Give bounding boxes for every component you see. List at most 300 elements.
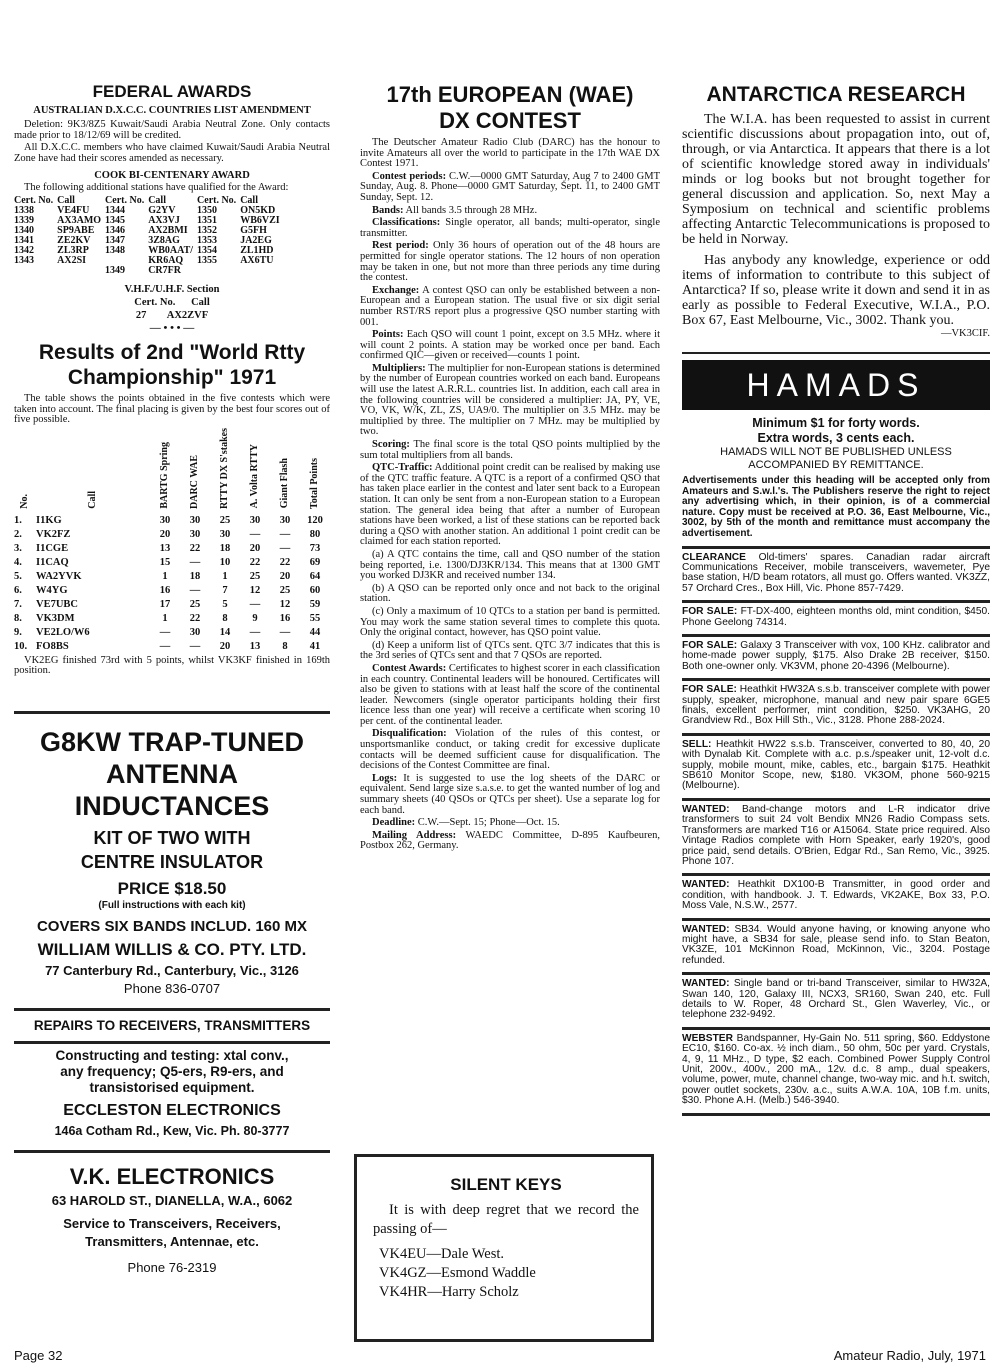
rtty-cell: 44 [309, 627, 321, 639]
g8kw-instructions: (Full instructions with each kit) [98, 899, 246, 911]
hamad-entry [682, 975, 990, 1030]
table-row [14, 266, 284, 276]
wae-paragraph [360, 172, 660, 204]
table-row [14, 542, 330, 556]
wae-paragraph [360, 607, 660, 639]
hamad-heading: CLEARANCE [682, 551, 746, 563]
wae-paragraph-text: WAEDC Committee, D-895 Kaufbeuren, Postbox 262, Germany. [360, 829, 661, 852]
wae-paragraph-heading: Contest periods: [372, 170, 447, 182]
wae-paragraph-text: C.W.—0000 GMT Saturday, Aug 7 to 2400 GMT Sunday, Aug. 8. Phone—0000 GMT Saturday, Sept. 11, to 2400 GMT Sunday, Sept. 12. [360, 170, 660, 203]
rtty-cell: 25 [189, 599, 201, 611]
rtty-cell: WA2YVK [36, 571, 82, 583]
middle-column [360, 78, 661, 1300]
rtty-cell: 41 [309, 641, 321, 653]
rtty-cell: 4. [14, 557, 22, 569]
rtty-cell: — [279, 627, 291, 639]
wae-paragraph [360, 641, 660, 662]
rtty-cell: 8 [282, 641, 288, 653]
wae-paragraph [360, 664, 660, 728]
rtty-header-cell [240, 428, 270, 514]
eccleston-advert [14, 1017, 330, 1140]
rtty-cell: 3. [14, 543, 22, 555]
vk-address: 63 HAROLD ST., DIANELLA, W.A., 6062 [51, 1192, 293, 1208]
cert-header-cell: Call [240, 194, 258, 206]
rtty-note: VK2EG finished 73rd with 5 points, whilst VK3KF finished in 169th position. [14, 654, 330, 677]
wae-paragraph-heading: Points: [372, 329, 404, 341]
rtty-cell: 13 [159, 543, 171, 555]
wae-paragraph-heading: Rest period: [372, 240, 429, 252]
wae-paragraph [360, 206, 660, 217]
hamad-text: FT-DX-400, eighteen months old, mint condition, $450. Phone Geelong 74314. [682, 606, 990, 628]
cert-cell [197, 266, 240, 276]
cert-cell [57, 266, 105, 276]
cert-cell: 1353 [197, 234, 218, 246]
wae-paragraph [360, 330, 660, 362]
hamads-banner [682, 360, 990, 410]
g8kw-price: PRICE $18.50 [117, 878, 227, 898]
rtty-cell: I1CAQ [36, 557, 69, 569]
cert-cell: 1339 [14, 214, 34, 226]
rtty-cell: 30 [249, 515, 261, 527]
g8kw-insulator: CENTRE INSULATOR [80, 851, 264, 872]
cert-cell: 1340 [14, 224, 34, 236]
cert-cell: G2YV [148, 204, 176, 216]
antarctica-signature: —VK3CIF. [940, 328, 990, 339]
hamads-banner-text: HAMADS [746, 366, 926, 403]
eccleston-name: ECCLESTON ELECTRONICS [63, 1101, 281, 1119]
wae-paragraph-text: The Deutscher Amateur Radio Club (DARC) has the honour to invite Amateurs all over the world to participate in the 17th WAE DX Contest 1971. [360, 137, 660, 170]
hamads-list [682, 549, 990, 1116]
hamad-heading: WANTED: [682, 923, 730, 935]
rtty-results-table [14, 428, 330, 654]
rtty-cell: I1KG [36, 515, 62, 527]
eccleston-heading: REPAIRS TO RECEIVERS, TRANSMITTERS [33, 1017, 311, 1033]
cert-header-cell: Cert. No. [197, 194, 237, 206]
cert-header-cell: Cert. No. [105, 194, 145, 206]
rtty-cell: 20 [159, 529, 171, 541]
g8kw-kit: KIT OF TWO WITH [93, 827, 251, 848]
rtty-cell: 8. [14, 613, 22, 625]
rtty-cell: 10 [219, 557, 231, 569]
wae-paragraph-text: The multiplier for non-European stations is determined by the number of European countries worked on each band. Europeans will use the latest A.R.R.L. countries list. In addition, each call area in the following countries will be considered a multiplier: JA, PY, VE, VO, VK, W/K, ZL, ZS, UA9/0. The multiplier on 3.5 MHz. may be multiplied by three. The multiplier on 7 MHz. may be multiplied by two. [360, 362, 660, 438]
g8kw-address: 77 Canterbury Rd., Canterbury, Vic., 3126 [45, 962, 299, 978]
rtty-cell: 64 [309, 571, 321, 583]
rtty-cell: 30 [189, 627, 201, 639]
magazine-issue: Amateur Radio, July, 1971 [833, 1348, 986, 1363]
rtty-header-label: RTTY DX S'stakes [219, 427, 230, 509]
hamad-text: Heathkit DX100-B Transmitter, in good order and condition, with handbook. J. T. Edwards, VK2AKE, Box 33, P.O. Moss Vale, N.S.W., 2577. [682, 879, 990, 912]
wae-paragraph-heading: Classifications: [372, 217, 441, 229]
cert-cell: ZL1HD [240, 244, 274, 256]
rtty-cell: 30 [189, 515, 201, 527]
rtty-cell: — [279, 543, 291, 555]
rtty-cell: 1 [222, 571, 228, 583]
divider [14, 711, 330, 714]
cert-cell: KR6AQ [148, 254, 184, 266]
vk-service-1: Service to Transceivers, Receivers, [63, 1215, 281, 1231]
wae-paragraph [360, 729, 660, 771]
rtty-cell: 18 [189, 571, 201, 583]
wae-paragraph-text: All bands 3.5 through 28 MHz. [403, 204, 538, 216]
wae-paragraph-heading: Multipliers: [372, 362, 426, 374]
wae-paragraph-text: Additional point credit can be realised by making use of the QTC traffic feature. A QTC is a report of a confirmed QSO that has taken place earlier in the contest and later sent back to a European station. It can only be sent from a non-European station to a European station. The general idea being that after a number of European stations have been worked, a list of these stations can be reported back during a QSO with another station. An additional 1 point credit can be claimed for each station reported. [360, 462, 660, 548]
rtty-cell: VK2FZ [36, 529, 71, 541]
wae-paragraph-heading: Mailing Address: [372, 829, 457, 841]
wae-paragraph [360, 831, 660, 852]
rtty-cell: — [189, 585, 201, 597]
rtty-header-cell [210, 428, 240, 514]
wae-paragraph [360, 584, 660, 605]
rtty-header-cell [300, 428, 330, 514]
hamad-text: Heathkit HW22 s.s.b. Transceiver, converted to 80, 40, 20 with Dynalab Kit. Complete with a.c. p.s./speaker unit, 12-volt d.c. supply, mobile mount, mike, cables, etc., bargain $175. Heathkit SB610 Monitor Scope, new, $180. VK3OM, phone 560-9215 (Melbourne). [682, 738, 990, 792]
hamads-extra: Extra words, 3 cents each. [757, 431, 915, 445]
vhf-header: Cert. No. Call [134, 296, 210, 308]
eccleston-line-3: transistorised equipment. [89, 1079, 255, 1095]
wae-paragraph-text: Single operator, all bands; multi-operator, single transmitter. [360, 217, 660, 239]
silent-keys-list [373, 1245, 639, 1302]
cert-cell: 1338 [14, 204, 34, 216]
cert-cell: 3Z8AG [148, 234, 180, 246]
vk-name: V.K. ELECTRONICS [69, 1163, 275, 1189]
rtty-cell: 22 [189, 613, 201, 625]
cert-cell: 1343 [14, 254, 34, 266]
g8kw-subheading: ANTENNA INDUCTANCES [74, 758, 270, 821]
cert-cell: AX2BMI [148, 224, 188, 236]
cert-cell: 1352 [197, 224, 218, 236]
silent-keys-box [354, 1154, 654, 1342]
rtty-cell: 16 [279, 613, 291, 625]
hamad-text: Old-timers' spares. Canadian radar aircraft Communications Receiver, mobile transceivers, wavemeter, Pye base station, H/D beam rotators, all must go. Offers wanted. VK3ZZ, 57 Orchard Cres., Box Hill, Vic. Phone 857-7429. [682, 551, 990, 594]
cert-cell: 1348 [105, 244, 126, 256]
wae-paragraph-heading: QTC-Traffic: [372, 462, 433, 474]
hamad-entry [682, 1030, 990, 1116]
rtty-cell: 6. [14, 585, 22, 597]
hamad-text: Band-change motors and L-R indicator drive transformers to suit 24 volt Bendix MN26 Radio Compass sets. Transformers are marked T16 or A15064. State price required. Also Vintage Radios complete with Horn Speaker, early 1920's, good price paid, send details. O'Brien, Edgar Rd., San Remo, Vic., 3925. Phone 107. [682, 803, 990, 867]
cert-cell: AX3VJ [148, 214, 180, 226]
table-row [14, 556, 330, 570]
wae-paragraph [360, 218, 660, 239]
wae-paragraph-text: A contest QSO can only be established between a non-European and a European station. The usual five or six digit serial number RST/RS report plus a progressive QSO number starting with 001. [360, 284, 660, 328]
eccleston-line-1: Constructing and testing: xtal conv., [55, 1047, 289, 1063]
rtty-cell: 12 [249, 585, 261, 597]
hamad-entry [682, 637, 990, 681]
silent-key-entry: VK4GZ—Esmond Waddle [379, 1265, 536, 1281]
vk-phone: Phone 76-2319 [127, 1259, 217, 1275]
rtty-results-title: Results of 2nd "World Rtty Championship" 1971 [38, 340, 306, 389]
separator: — • • • — [149, 321, 195, 334]
rtty-cell: 10. [14, 641, 28, 653]
cert-header-cell: Call [57, 194, 75, 206]
wae-paragraph [360, 241, 660, 283]
wae-paragraph [360, 774, 660, 816]
cert-cell [14, 266, 57, 276]
rtty-cell: 1 [162, 571, 168, 583]
antarctica-title: ANTARCTICA RESEARCH [706, 83, 966, 106]
rtty-cell: 5. [14, 571, 22, 583]
cert-cell: 1347 [105, 234, 126, 246]
rtty-cell: 25 [279, 585, 291, 597]
silent-key-entry: VK4EU—Dale West. [379, 1246, 505, 1262]
rtty-cell: 22 [279, 557, 291, 569]
hamad-entry [682, 603, 990, 637]
wae-paragraph [360, 440, 660, 461]
rtty-cell: 30 [279, 515, 291, 527]
rtty-header-cell [270, 428, 300, 514]
wae-title-line-2: DX CONTEST [439, 108, 581, 133]
wae-paragraph-heading: Deadline: [372, 817, 416, 829]
hamad-entry [682, 801, 990, 876]
cert-cell: 1354 [197, 244, 218, 256]
rtty-cell: FO8BS [36, 641, 69, 653]
rtty-cell: — [249, 627, 261, 639]
wae-title-line-1: 17th EUROPEAN (WAE) [386, 82, 634, 107]
silent-key-entry: VK4HR—Harry Scholz [379, 1284, 519, 1300]
cert-cell: G5FH [240, 224, 267, 236]
rtty-cell: 13 [249, 641, 261, 653]
dxcc-title: AUSTRALIAN D.X.C.C. COUNTRIES LIST AMENDMENT [33, 105, 311, 116]
rtty-cell: W4YG [36, 585, 68, 597]
hamad-heading: SELL: [682, 738, 712, 750]
rtty-cell: I1CGE [36, 543, 69, 555]
rtty-cell: 9 [252, 613, 258, 625]
rtty-cell: 60 [309, 585, 321, 597]
rtty-cell: 8 [222, 613, 228, 625]
cert-cell: CR7FR [148, 264, 181, 276]
rtty-cell: 20 [279, 571, 291, 583]
rtty-cell: 7. [14, 599, 22, 611]
table-row [14, 570, 330, 584]
wae-contest-rules [360, 138, 660, 852]
rtty-cell: 5 [222, 599, 228, 611]
wae-paragraph-text: (c) Only a maximum of 10 QTCs to a station per band is permitted. You may work the same station several times to complete this quota. Only the original contact, however, has QSO point value. [360, 605, 660, 639]
rtty-cell: — [279, 529, 291, 541]
rtty-header-label: DARC WAE [189, 454, 200, 509]
cert-cell: VE4FU [57, 204, 90, 216]
rtty-cell: 25 [219, 515, 231, 527]
rtty-cell: 120 [307, 515, 323, 527]
vhf-section-title: V.H.F./U.H.F. Section [124, 283, 220, 295]
cert-header-cell: Cert. No. [14, 194, 54, 206]
rtty-header-label: No. [19, 493, 30, 509]
rtty-cell: 69 [309, 557, 321, 569]
hamad-text: SB34. Would anyone having, or knowing anyone who might have, a SB34 for sale, please send info. to Stan Beaton, VK3ZE, 101 McKinnon Road, McKinnon, Vic., 3204. Postage refunded. [682, 923, 990, 966]
hamad-entry [682, 736, 990, 801]
cert-cell: SP9ABE [57, 224, 95, 236]
dxcc-paragraph-1: Deletion: 9K3/8Z5 Kuwait/Saudi Arabia Neutral Zone. Only contacts made prior to 18/12/69 will be credited. [14, 119, 330, 141]
antarctica-paragraph-1: The W.I.A. has been requested to assist in current scientific discussions about propagation into, out of, through, or via Antarctica. It appears that there is a lot of scientific knowledge stored away in individuals' minds or log books but not brought together for general discussion and application. So, next May a Symposium on technical and scientific problems affecting Antarctic Telecommunications is proposed to be held in Norway. [682, 112, 990, 247]
wae-paragraph-text: Each QSO will count 1 point, except on 3.5 MHz. where it will count 2 points. A station may be worked once per band. Each confirmed QIC—given or received—counts 1 point. [360, 329, 660, 362]
hamad-text: Bandspanner, Hy-Gain No. 511 spring, $60. Eddystone EC10, $160. Co-ax. ½ inch diam., 50 ohm, 50c per yard. Crystals, 4, 9, 11 MHz., D type, $2 each. Combined Power Supply Control Unit, 200v., 400v., 200 mA., 12v. d.c. 8 amp., dual speakers, volume, power, mute, channel change, two-way mic. and h.t. switch, power outlet sockets, 230v. a.c., suits A.W.A. 10A, 10B f.m. units, $30. Phone A.H. (Melb.) 546-3940. [682, 1032, 990, 1107]
rtty-cell: 20 [249, 543, 261, 555]
cert-cell: ZL3RP [57, 244, 89, 256]
hamads-rules: Advertisements under this heading will be accepted only from Amateurs and S.w.l.'s. The Publishers reserve the right to reject any advertising which, in their opinion, is of a commercial nature. Copy must be received at P.O. 36, East Melbourne, Vic., 3002, by 5th of the month and remittance must accompany the advertisement. [682, 476, 990, 549]
page-number: Page 32 [14, 1348, 63, 1363]
cert-cell: 1349 [105, 264, 126, 276]
rtty-cell: 80 [309, 529, 321, 541]
rtty-cell: 22 [189, 543, 201, 555]
cert-cell: WB6VZI [240, 214, 280, 226]
divider [14, 1008, 330, 1011]
g8kw-company: WILLIAM WILLIS & CO. PTY. LTD. [37, 939, 307, 959]
vk-electronics-advert [14, 1159, 330, 1277]
rtty-cell: VE7UBC [36, 599, 79, 611]
rtty-header-cell [14, 428, 36, 514]
cert-cell: 1351 [197, 214, 218, 226]
wae-paragraph-heading: Scoring: [372, 439, 410, 451]
rtty-header-label: BARTG Spring [159, 442, 170, 509]
rtty-cell: 14 [219, 627, 231, 639]
rtty-cell: 18 [219, 543, 231, 555]
rtty-cell: — [159, 627, 171, 639]
wae-paragraph-text: The final score is the total QSO points multiplied by the sum total multipliers from all bands. [360, 439, 660, 461]
wae-paragraph-text: Certificates to highest scorer in each classification in each country. Continental leaders will be honoured. Certificates will also be given to stations with at least half the score of the continental leader. Newcomers (single operator participants holding their first licence less than one year) will receive a certificate when scoring 10 per cent. of the continental leader. [360, 662, 660, 727]
cert-header-cell: Call [148, 194, 166, 206]
hamads-warning-1: HAMADS WILL NOT BE PUBLISHED UNLESS [720, 446, 952, 458]
wae-paragraph [360, 138, 660, 170]
rtty-cell: 30 [219, 529, 231, 541]
rtty-cell: 22 [249, 557, 261, 569]
table-row [14, 528, 330, 542]
wae-paragraph-heading: Exchange: [372, 284, 420, 296]
hamad-heading: WANTED: [682, 803, 730, 815]
vk-service-2: Transmitters, Antennae, etc. [85, 1233, 259, 1249]
rtty-cell: 1. [14, 515, 22, 527]
wae-paragraph-heading: Disqualification: [372, 728, 447, 740]
cert-cell: 1350 [197, 204, 218, 216]
eccleston-address: 146a Cotham Rd., Kew, Vic. Ph. 80-3777 [54, 1123, 290, 1138]
federal-awards-title: FEDERAL AWARDS [92, 82, 252, 101]
cert-cell: JA2EG [240, 234, 272, 246]
cert-cell: 1344 [105, 204, 126, 216]
cert-cell [240, 266, 283, 276]
hamad-text: Single band or tri-band Transceiver, similar to HW32A, Swan 140, 120, Galaxy III, NCX3, SR160, Swan 240, etc. Full details to W. Roper, 48 Orchard St., Glen Waverley, Vic., or telephone 232-9492. [682, 978, 990, 1021]
wae-paragraph-text: Only 36 hours of operation out of the 48 hours are permitted for single operator stations. The 12 hours of non operation may be taken in one, but not more than three periods any time during the contest. [360, 240, 660, 284]
wae-paragraph-text: It is suggested to use the log sheets of the DARC or equivalent. Send large size s.a.s.e. to get the wanted number of log and summary sheets (40 QSOs or QTCs per sheet). Use a separate log for each band. [360, 772, 660, 816]
rtty-cell: 9. [14, 627, 22, 639]
table-row [14, 612, 330, 626]
rtty-header-label: Total Points [309, 457, 320, 509]
wae-paragraph-heading: Bands: [372, 204, 404, 216]
rtty-cell: 30 [159, 515, 171, 527]
hamad-entry [682, 681, 990, 736]
rtty-cell: — [189, 557, 201, 569]
eccleston-line-2: any frequency; Q5-ers, R9-ers, and [60, 1063, 284, 1079]
rtty-cell: 7 [222, 585, 228, 597]
rtty-cell: — [249, 529, 261, 541]
table-row [14, 626, 330, 640]
table-row [14, 584, 330, 598]
rtty-cell: 73 [309, 543, 321, 555]
rtty-cell: 25 [249, 571, 261, 583]
table-row [14, 598, 330, 612]
hamad-entry [682, 876, 990, 920]
hamad-entry [682, 921, 990, 976]
rtty-cell: 17 [159, 599, 171, 611]
wae-paragraph-text: C.W.—Sept. 15; Phone—Oct. 15. [415, 817, 560, 829]
rtty-header-label: Giant Flash [279, 458, 290, 509]
vhf-row: 27 AX2ZVF [135, 309, 209, 321]
hamad-heading: FOR SALE: [682, 684, 737, 696]
rtty-cell: VK3DM [36, 613, 75, 625]
table-row [14, 514, 330, 528]
rtty-cell: — [189, 641, 201, 653]
wae-paragraph-heading: Contest Awards: [372, 662, 447, 674]
cert-cell: AX3AMO [57, 214, 102, 226]
rtty-cell: VE2LO/W6 [36, 627, 90, 639]
cert-cell: WB0AAT/ [148, 244, 194, 256]
dxcc-paragraph-2: All D.X.C.C. members who have claimed Kuwait/Saudi Arabia Neutral Zone have had their scores amended as necessary. [14, 142, 330, 164]
cert-cell: AX6TU [240, 254, 274, 266]
rtty-cell: 16 [159, 585, 171, 597]
hamad-heading: FOR SALE: [682, 640, 738, 651]
hamad-text: Galaxy 3 Transceiver with vox, 100 KHz. calibrator and home-made power supply, $175. Also Drake 2B receiver, $150. Both one-owner only. VK3VM, phone 20-4396 (Melbourne). [682, 640, 990, 672]
rtty-cell: 30 [189, 529, 201, 541]
rtty-header-label: A. Volta RTTY [249, 444, 260, 509]
cert-cell: ZE2KV [57, 234, 91, 246]
rtty-cell: 15 [159, 557, 171, 569]
wae-paragraph-text: Violation of the rules of this contest, or unsportsmanlike conduct, or taking credit for excessive duplicate contacts will be deemed sufficient cause for disqualification. The decisions of the Contest Committee are final. [360, 728, 660, 772]
hamad-heading: WEBSTER [682, 1032, 733, 1044]
hamad-heading: FOR SALE: [682, 606, 738, 618]
silent-keys-intro: It is with deep regret that we record the passing of— [373, 1202, 639, 1237]
cert-cell: 1341 [14, 234, 34, 246]
left-column [14, 78, 330, 1277]
hamads-warning-2: ACCOMPANIED BY REMITTANCE. [748, 459, 924, 471]
cook-award-title: COOK BI-CENTENARY AWARD [94, 170, 250, 182]
g8kw-bands: COVERS SIX BANDS INCLUD. 160 MX [36, 917, 308, 935]
antarctica-paragraph-2: Has anybody any knowledge, experience or odd items of information to contribute to this subject of Antarctica? If so, please write it down and send it in as early as possible to Federal Executive, W.I.A., P.O. Box 67, East Melbourne, Vic., 3002. Thank you. [682, 253, 990, 328]
hamad-heading: WANTED: [682, 978, 730, 990]
rtty-cell: — [159, 641, 171, 653]
hamads-minimum: Minimum $1 for forty words. [752, 416, 920, 430]
silent-keys-title: SILENT KEYS [450, 1175, 562, 1194]
right-column [682, 78, 990, 1116]
hamad-entry [682, 549, 990, 604]
rtty-cell: 20 [219, 641, 231, 653]
wae-paragraph-heading: Logs: [372, 772, 398, 784]
rtty-cell: 1 [162, 613, 168, 625]
hamad-heading: WANTED: [682, 879, 730, 891]
divider [14, 1150, 330, 1153]
g8kw-advert [14, 720, 330, 998]
wae-paragraph [360, 286, 660, 328]
rtty-header-cell [150, 428, 180, 514]
g8kw-heading: G8KW TRAP-TUNED [40, 726, 304, 757]
g8kw-phone: Phone 836-0707 [123, 980, 221, 996]
rtty-table-header [14, 428, 330, 514]
rtty-header-cell [36, 428, 150, 514]
rtty-header-label: Call [87, 490, 98, 509]
rtty-cell: 2. [14, 529, 22, 541]
divider [14, 1041, 330, 1044]
cook-award-table [14, 196, 284, 276]
wae-paragraph-text: (a) A QTC contains the time, call and QSO number of the station being reported, i.e. 1300/DJ3KR/134. This means that at 1300 GMT you worked DJ3KR and received number 134. [360, 548, 660, 582]
table-row [14, 640, 330, 654]
cert-cell: 1345 [105, 214, 126, 226]
wae-paragraph [360, 818, 660, 829]
wae-paragraph [360, 463, 660, 548]
rtty-intro: The table shows the points obtained in the five contests which were taken into account. The final placing is given by the best four scores out of five possible. [14, 392, 330, 426]
cert-cell: AX2SI [57, 254, 87, 266]
divider [682, 352, 990, 354]
cook-award-intro: The following additional stations have qualified for the Award: [24, 182, 289, 194]
rtty-header-cell [180, 428, 210, 514]
cert-cell: ON5KD [240, 204, 276, 216]
rtty-cell: — [249, 599, 261, 611]
rtty-cell: 55 [309, 613, 321, 625]
wae-paragraph-text: (d) Keep a uniform list of QTCs sent. QTC 3/7 indicates that this is the 3rd series of QTCs sent and that 7 QSOs are reported. [360, 639, 660, 662]
cert-cell: 1346 [105, 224, 126, 236]
